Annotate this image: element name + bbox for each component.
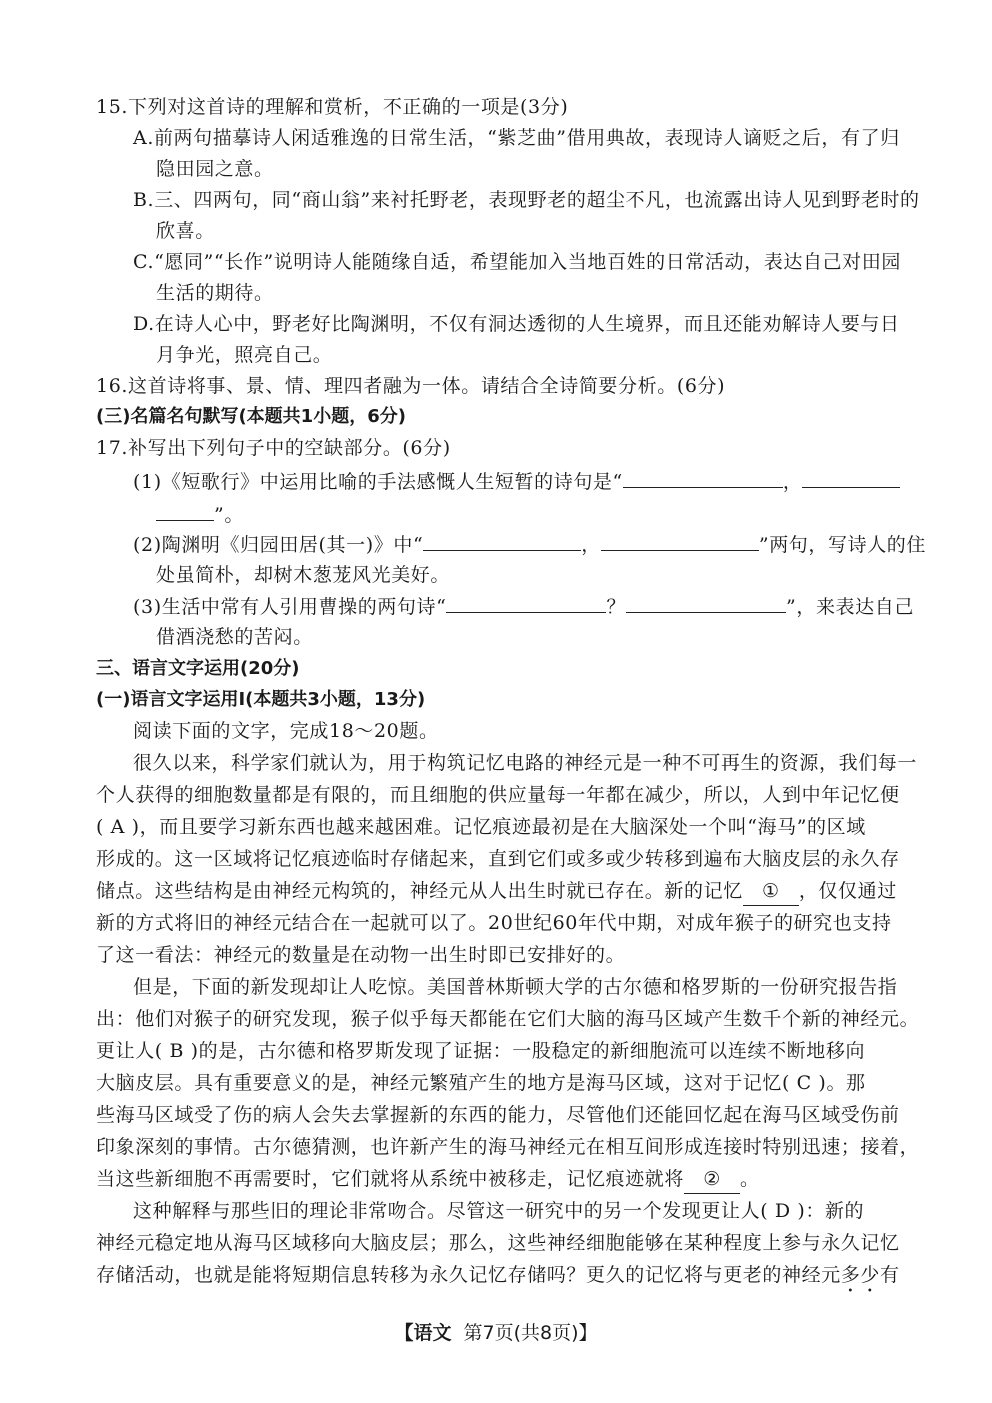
q16-stem: 16.这首诗将事、景、情、理四者融为一体。请结合全诗简要分析。(6分) <box>96 375 726 397</box>
q17-part1-sep: ， <box>782 471 803 493</box>
passage-p3-line1: 这种解释与那些旧的理论非常吻合。尽管这一研究中的另一个发现更让人( D )：新的 <box>133 1200 865 1222</box>
passage-p1-line6: 新的方式将旧的神经元结合在一起就可以了。20世纪60年代中期，对成年猴子的研究也支持 <box>96 912 892 934</box>
blank-1[interactable]: ① <box>743 877 799 906</box>
section3-heading: (三)名篇名句默写(本题共1小题，6分) <box>96 406 406 427</box>
q17-part3-text: (3)生活中常有人引用曹操的两句诗“ <box>133 596 447 618</box>
q15-option-a-line1: A.前两句描摹诗人闲适雅逸的日常生活，“紫芝曲”借用典故，表现诗人谪贬之后，有了归 <box>133 127 900 149</box>
q15-option-b-line2: 欣喜。 <box>156 220 215 242</box>
passage-intro: 阅读下面的文字，完成18～20题。 <box>133 720 439 742</box>
q17-stem: 17.补写出下列句子中的空缺部分。(6分) <box>96 437 451 459</box>
passage-p3-line3-tail: 有 <box>880 1264 900 1286</box>
q17-part1-end: ”。 <box>214 504 244 526</box>
q17-part2-blank2[interactable] <box>601 530 759 551</box>
q17-part2-line1 <box>133 530 926 559</box>
q17-part2-tail: ”两句，写诗人的住 <box>758 534 926 556</box>
q17-part1-blank2a[interactable] <box>802 467 900 488</box>
q17-part2-blank1[interactable] <box>423 530 581 551</box>
passage-p2-line1: 但是，下面的新发现却让人吃惊。美国普林斯顿大学的古尔德和格罗斯的一份研究报告指 <box>133 976 898 998</box>
q17-part1-line1 <box>133 467 902 496</box>
q17-part3-sep: ？ <box>606 596 627 618</box>
q17-part1-line2 <box>156 500 902 529</box>
q17-part2-sep: ， <box>581 534 601 556</box>
passage-p1-line1: 很久以来，科学家们就认为，用于构筑记忆电路的神经元是一种不可再生的资源，我们每一 <box>133 752 918 774</box>
passage-p3-line2: 神经元稳定地从海马区域移向大脑皮层；那么，这些神经细胞能够在某种程度上参与永久记忆 <box>96 1232 900 1254</box>
q17-part3-line1 <box>133 592 914 621</box>
passage-p1-line5 <box>96 877 902 906</box>
blank-2[interactable]: ② <box>684 1165 740 1194</box>
passage-p2-line6: 印象深刻的事情。古尔德猜测，也许新产生的海马神经元在相互间形成连接时特别迅速；接着， <box>96 1136 920 1158</box>
passage-p1-line4: 形成的。这一区域将记忆痕迹临时存储起来，直到它们或多或少转移到遍布大脑皮层的永久存 <box>96 848 900 870</box>
passage-p1-line5-text: 储点。这些结构是由神经元构筑的，神经元从人出生时就已存在。新的记忆 <box>96 880 743 902</box>
passage-p1-line3: ( A )，而且要学习新东西也越来越困难。记忆痕迹最初是在大脑深处一个叫“海马”的区域 <box>96 816 866 838</box>
page-footer <box>0 1318 992 1345</box>
passage-p3-line3-text: 存储活动，也就是能将短期信息转移为永久记忆存储吗？更久的记忆将与更老的神经元 <box>96 1264 841 1286</box>
passage-p2-line5: 些海马区域受了伤的病人会失去掌握新的东西的能力，尽管他们还能回忆起在海马区域受伤前 <box>96 1104 900 1126</box>
q17-part1-blank1[interactable] <box>623 467 783 488</box>
q17-part3-tail: ”，来表达自己 <box>786 596 914 618</box>
part3-heading: 三、语言文字运用(20分) <box>96 658 300 679</box>
passage-p1-line7: 了这一看法：神经元的数量是在动物一出生时即已安排好的。 <box>96 944 626 966</box>
passage-p2-line7-text: 当这些新细胞不再需要时，它们就将从系统中被移走，记忆痕迹就将 <box>96 1168 685 1190</box>
q15-option-d-line1: D.在诗人心中，野老好比陶渊明，不仅有洞达透彻的人生境界，而且还能劝解诗人要与日 <box>133 313 900 335</box>
q15-stem: 15.下列对这首诗的理解和赏析，不正确的一项是(3分) <box>96 96 569 118</box>
q15-option-b-line1: B.三、四两句，同“商山翁”来衬托野老，表现野老的超尘不凡，也流露出诗人见到野老时的 <box>133 189 920 211</box>
part3-sub-heading: (一)语言文字运用Ⅰ(本题共3小题，13分) <box>96 689 426 710</box>
passage-p1-line2: 个人获得的细胞数量都是有限的，而且细胞的供应量每一年都在减少，所以，人到中年记忆便 <box>96 784 900 806</box>
q17-part1-blank2b[interactable] <box>156 500 214 521</box>
footer-subject: 【语文 <box>394 1322 452 1344</box>
q17-part1-text: (1)《短歌行》中运用比喻的手法感慨人生短暂的诗句是“ <box>133 471 623 493</box>
q17-part3-blank1[interactable] <box>446 592 606 613</box>
q15-option-a-line2: 隐田园之意。 <box>156 158 274 180</box>
q17-part2-text: (2)陶渊明《归园田居(其一)》中“ <box>133 534 424 556</box>
q17-part2-line2: 处虽简朴，却树木葱茏风光美好。 <box>156 564 451 586</box>
passage-p2-line2: 出：他们对猴子的研究发现，猴子似乎每天都能在它们大脑的海马区域产生数千个新的神经元。 <box>96 1008 920 1030</box>
passage-p2-line3: 更让人( B )的是，古尔德和格罗斯发现了证据：一股稳定的新细胞流可以连续不断地移向 <box>96 1040 866 1062</box>
q17-part3-blank2[interactable] <box>626 592 786 613</box>
passage-p3-line3 <box>96 1261 902 1297</box>
emphasized-text: 多少 <box>840 1264 881 1286</box>
passage-p2-line7 <box>96 1165 902 1194</box>
passage-p2-line4: 大脑皮层。具有重要意义的是，神经元繁殖产生的地方是海马区域，这对于记忆( C )。那 <box>96 1072 866 1094</box>
passage-p1-line5-tail: ，仅仅通过 <box>798 880 897 902</box>
passage-p2-line7-tail: 。 <box>740 1168 760 1190</box>
footer-page-number: 第7页(共8页)】 <box>463 1322 598 1344</box>
q15-option-d-line2: 月争光，照亮自己。 <box>156 344 333 366</box>
q17-part3-line2: 借酒浇愁的苦闷。 <box>156 626 313 648</box>
q15-option-c-line2: 生活的期待。 <box>156 282 274 304</box>
q15-option-c-line1: C.“愿同”“长作”说明诗人能随缘自适，希望能加入当地百姓的日常活动，表达自己对田园 <box>133 251 901 273</box>
